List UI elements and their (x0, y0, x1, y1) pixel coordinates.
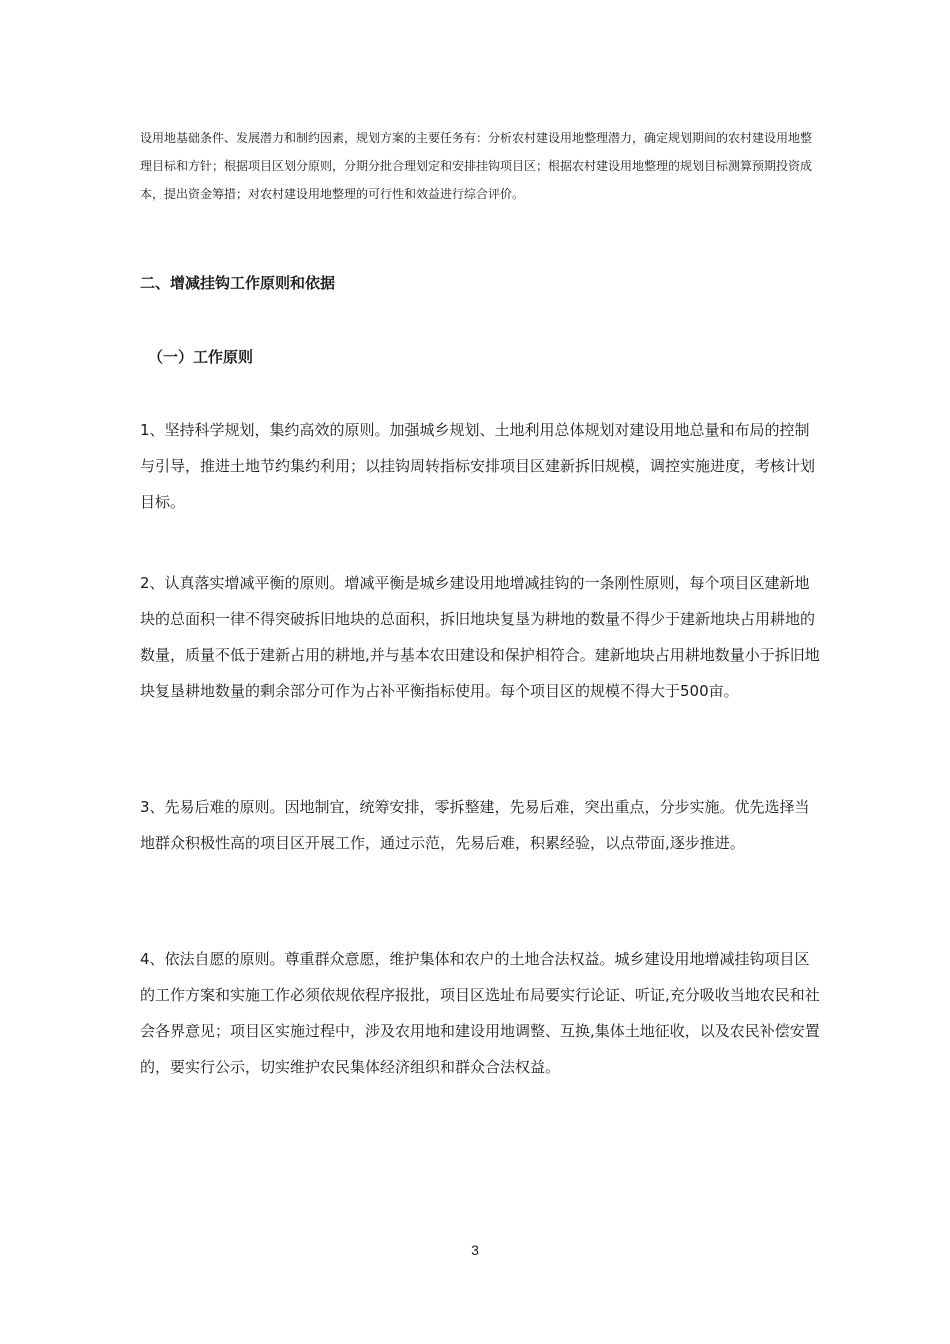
principle-3-paragraph: 3、先易后难的原则。因地制宜，统筹安排，零拆整建，先易后难，突出重点，分步实施。优先选择当地群众积极性高的项目区开展工作，通过示范，先易后难，积累经验，以点带面,逐步推进。 (140, 798, 810, 852)
principle-4-paragraph: 4、依法自愿的原则。尊重群众意愿，维护集体和农户的土地合法权益。城乡建设用地增减挂钩项目区的工作方案和实施工作必须依规依程序报批，项目区选址布局要实行论证、听证,充分吸收当地农民和社会各界意见；项目区实施过程中，涉及农用地和建设用地调整、互换,集体土地征收，以及农民补偿安置的，要实行公示，切实维护农民集体经济组织和群众合法权益。 (140, 950, 820, 1076)
page-number: 3 (471, 1242, 479, 1258)
subsection-heading: （一）工作原则 (148, 348, 254, 366)
intro-paragraph: 设用地基础条件、发展潜力和制约因素，规划方案的主要任务有：分析农村建设用地整理潜力，确定规划期间的农村建设用地整理目标和方针；根据项目区划分原则，分期分批合理划定和安排挂钩项目区；根据农村建设用地整理的规划目标测算预期投资成本，提出资金筹措；对农村建设用地整理的可行性和效益进行综合评价。 (140, 131, 813, 201)
principle-1-paragraph: 1、坚持科学规划，集约高效的原则。加强城乡规划、土地利用总体规划对建设用地总量和布局的控制与引导，推进土地节约集约利用；以挂钩周转指标安排项目区建新拆旧规模，调控实施进度，考核计划目标。 (140, 421, 816, 511)
principle-2-paragraph: 2、认真落实增减平衡的原则。增减平衡是城乡建设用地增减挂钩的一条刚性原则，每个项目区建新地块的总面积一律不得突破拆旧地块的总面积，拆旧地块复垦为耕地的数量不得少于建新地块占用耕地的数量，质量不低于建新占用的耕地,并与基本农田建设和保护相符合。建新地块占用耕地数量小于拆旧地块复垦耕地数量的剩余部分可作为占补平衡指标使用。每个项目区的规模不得大于500亩。 (140, 574, 820, 700)
section-heading: 二、增减挂钩工作原则和依据 (140, 274, 336, 292)
